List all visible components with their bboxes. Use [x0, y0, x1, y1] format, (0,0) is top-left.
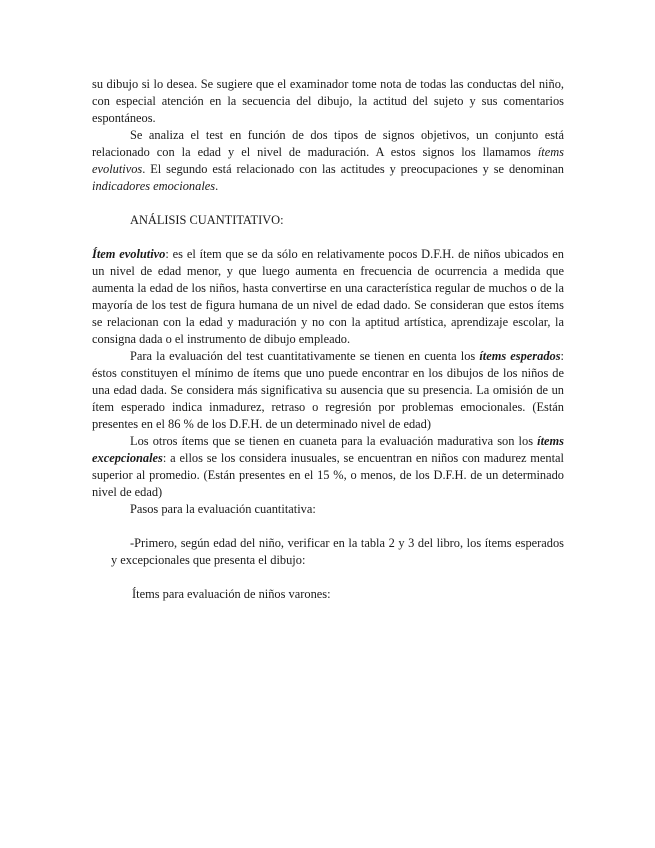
text-span: : éstos constituyen el mínimo de ítems que uno puede encontrar en los dibujos de los niños de una edad dada. Se considera más significativa su ausencia que su presencia. La omisión de un ítem esperado indica inmadurez, retraso o regresión por problemas emocionales. (Están presentes en el 86 % de los D.F.H. de un determinado nivel de edad)	[92, 349, 564, 431]
paragraph-items-varones: Ítems para evaluación de niños varones:	[132, 587, 331, 601]
text-span: Los otros ítems que se tienen en cuaneta para la evaluación madurativa son los	[130, 434, 538, 448]
term-items-excepcionales: ítems excepcionales	[92, 434, 564, 465]
term-items-evolutivos: ítems evolutivos	[92, 145, 564, 176]
text-span: .	[215, 179, 219, 193]
text-span: : es el ítem que se da sólo en relativamente pocos D.F.H. de niños ubicados en un nivel de edad menor, y que luego aumenta en frecuencia de ocurrencia a medida que aumenta la edad de los niños, hasta convertirse en una característica regular de muchos o de la mayoría de los test de figura humana de un nivel de edad dado. Se consideran que estos ítems se relacionan con la edad y maduración y no con la aptitud artística, aprendizaje escolar, la consigna dada o el instrumento de dibujo empleado.	[92, 247, 564, 346]
text-span: Para la evaluación del test cuantitativamente se tienen en cuenta los	[130, 349, 480, 363]
paragraph-items-excepcionales	[92, 433, 564, 501]
text-span: . El segundo está relacionado con las actitudes y preocupaciones y se denominan	[142, 162, 564, 176]
paragraph-items-esperados	[92, 348, 564, 433]
paragraph-primero: -Primero, según edad del niño, verificar en la tabla 2 y 3 del libro, los ítems esperados y excepcionales que presenta el dibujo:	[111, 536, 564, 567]
text-span: Se analiza el test en función de dos tipos de signos objetivos, un conjunto está relacionado con la edad y el nivel de maduración. A estos signos los llamamos	[92, 128, 564, 159]
paragraph-item-evolutivo	[92, 246, 564, 348]
term-items-esperados: ítems esperados	[479, 349, 561, 363]
term-indicadores-emocionales: indicadores emocionales	[92, 179, 216, 193]
term-item-evolutivo: Ítem evolutivo	[92, 247, 166, 261]
paragraph-signs	[92, 127, 564, 195]
section-heading: ANÁLISIS CUANTITATIVO:	[130, 213, 284, 227]
paragraph-pasos: Pasos para la evaluación cuantitativa:	[130, 502, 316, 516]
paragraph-intro: su dibujo si lo desea. Se sugiere que el examinador tome nota de todas las conductas del niño, con especial atención en la secuencia del dibujo, la actitud del sujeto y sus comentarios espontáneos.	[92, 77, 564, 125]
text-span: : a ellos se los considera inusuales, se encuentran en niños con madurez mental superior al promedio. (Están presentes en el 15 %, o menos, de los D.F.H. de un determinado nivel de edad)	[92, 451, 564, 499]
